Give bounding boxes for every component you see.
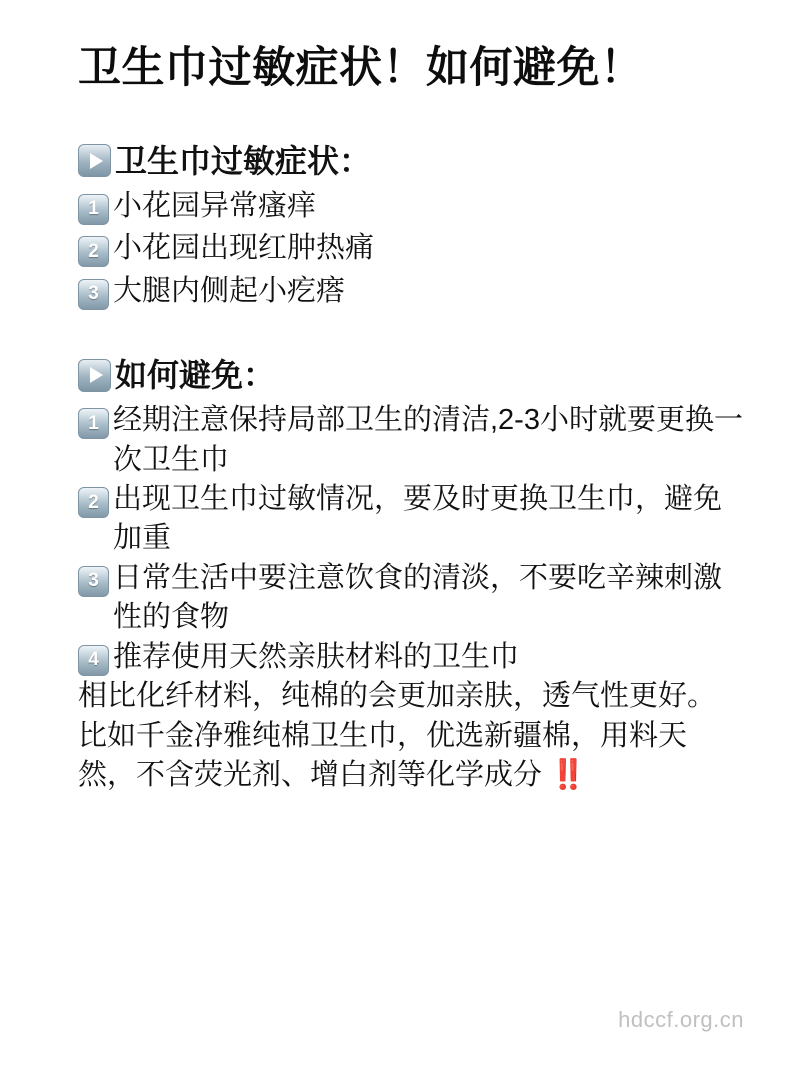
closing-paragraph	[78, 677, 744, 795]
section-heading-label: 卫生巾过敏症状：	[115, 142, 372, 179]
number-4-icon: 4	[78, 645, 109, 676]
section-symptoms-heading	[78, 141, 744, 181]
number-2-icon: 2	[78, 236, 109, 267]
number-2-icon: 2	[78, 487, 109, 518]
list-item	[78, 229, 744, 268]
list-item-label: 日常生活中要注意饮食的清淡，不要吃辛辣刺激性的食物	[113, 561, 723, 634]
section-symptoms	[78, 141, 744, 311]
number-1-icon: 1	[78, 408, 109, 439]
number-3-icon: 3	[78, 279, 109, 310]
list-item	[78, 187, 744, 226]
section-prevention-heading	[78, 355, 744, 395]
section-prevention	[78, 355, 744, 795]
play-icon	[78, 359, 111, 392]
double-exclamation-icon: ‼️	[550, 759, 586, 791]
list-item	[78, 638, 744, 677]
list-item-label: 出现卫生巾过敏情况，要及时更换卫生巾，避免加重	[113, 482, 723, 555]
list-item	[78, 559, 744, 638]
watermark: hdccf.org.cn	[618, 1007, 744, 1032]
closing-paragraph-text: 相比化纤材料，纯棉的会更加亲肤，透气性更好。比如千金净雅纯棉卫生巾，优选新疆棉，用料天然，不含荧光剂、增白剂等化学成分	[78, 680, 717, 791]
list-item-label: 小花园出现红肿热痛	[113, 232, 375, 265]
section-heading-label: 如何避免：	[115, 357, 276, 394]
number-1-icon: 1	[78, 194, 109, 225]
list-item-label: 小花园异常瘙痒	[113, 189, 317, 222]
list-item-label: 大腿内侧起小疙瘩	[113, 274, 346, 307]
list-item	[78, 272, 744, 311]
page-title: 卫生巾过敏症状！如何避免！	[78, 44, 644, 92]
list-item-label: 经期注意保持局部卫生的清洁,2-3小时就要更换一次卫生巾	[113, 404, 743, 476]
play-icon	[78, 144, 111, 177]
list-item-label: 推荐使用天然亲肤材料的卫生巾	[113, 640, 520, 673]
list-item	[78, 401, 744, 480]
list-item	[78, 480, 744, 559]
number-3-icon: 3	[78, 566, 109, 597]
